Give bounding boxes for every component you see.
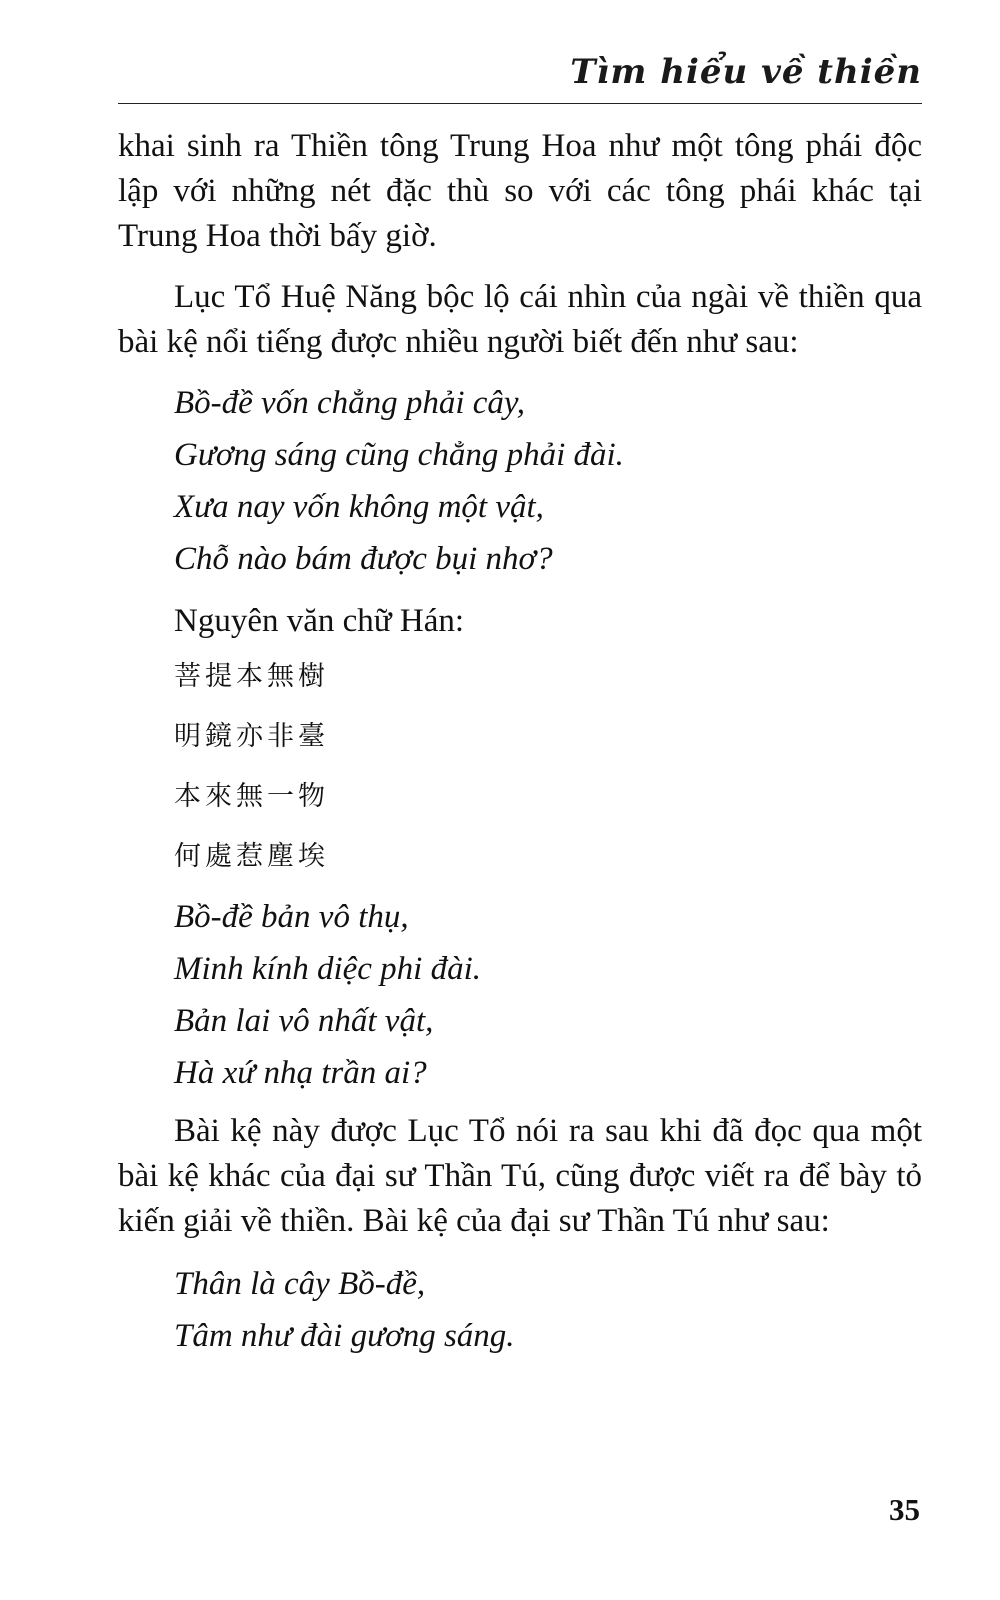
running-header: Tìm hiểu về thiền xyxy=(570,52,922,92)
page-number: 35 xyxy=(889,1492,920,1527)
han-verse-line: 何處惹塵埃 xyxy=(174,841,329,872)
verse-line: Bản lai vô nhất vật, xyxy=(174,1003,434,1039)
verse-han xyxy=(174,647,922,887)
han-verse-line: 本來無一物 xyxy=(174,781,329,812)
verse-line: Gương sáng cũng chẳng phải đài. xyxy=(174,437,624,473)
verse-line: Xưa nay vốn không một vật, xyxy=(174,489,544,525)
han-verse-line: 菩提本無樹 xyxy=(174,661,329,692)
verse-than-tu xyxy=(174,1258,922,1362)
verse-line: Hà xứ nhạ trần ai? xyxy=(174,1055,427,1091)
han-verse-line: 明鏡亦非臺 xyxy=(174,721,329,752)
verse-sino-vietnamese xyxy=(174,891,922,1099)
paragraph-1: khai sinh ra Thiền tông Trung Hoa như một tông phái độc lập với những nét đặc thù so với các tông phái khác tại Trung Hoa thời bấy giờ. xyxy=(118,128,922,254)
han-text-label: Nguyên văn chữ Hán: xyxy=(174,603,465,639)
verse-line: Bồ-đề vốn chẳng phải cây, xyxy=(174,385,525,421)
verse-line: Minh kính diệc phi đài. xyxy=(174,951,482,987)
verse-vietnamese xyxy=(174,377,922,585)
paragraph-3: Bài kệ này được Lục Tổ nói ra sau khi đã đọc qua một bài kệ khác của đại sư Thần Tú, cũng được viết ra để bày tỏ kiến giải về thiền. Bài kệ của đại sư Thần Tú như sau: xyxy=(118,1113,922,1239)
header-rule xyxy=(118,103,922,104)
verse-line: Thân là cây Bồ-đề, xyxy=(174,1266,426,1302)
verse-line: Chỗ nào bám được bụi nhơ? xyxy=(174,541,553,577)
verse-line: Bồ-đề bản vô thụ, xyxy=(174,899,409,935)
paragraph-2: Lục Tổ Huệ Năng bộc lộ cái nhìn của ngài về thiền qua bài kệ nổi tiếng được nhiều người biết đến như sau: xyxy=(118,279,922,360)
verse-line: Tâm như đài gương sáng. xyxy=(174,1318,515,1354)
page-content xyxy=(118,124,922,1362)
